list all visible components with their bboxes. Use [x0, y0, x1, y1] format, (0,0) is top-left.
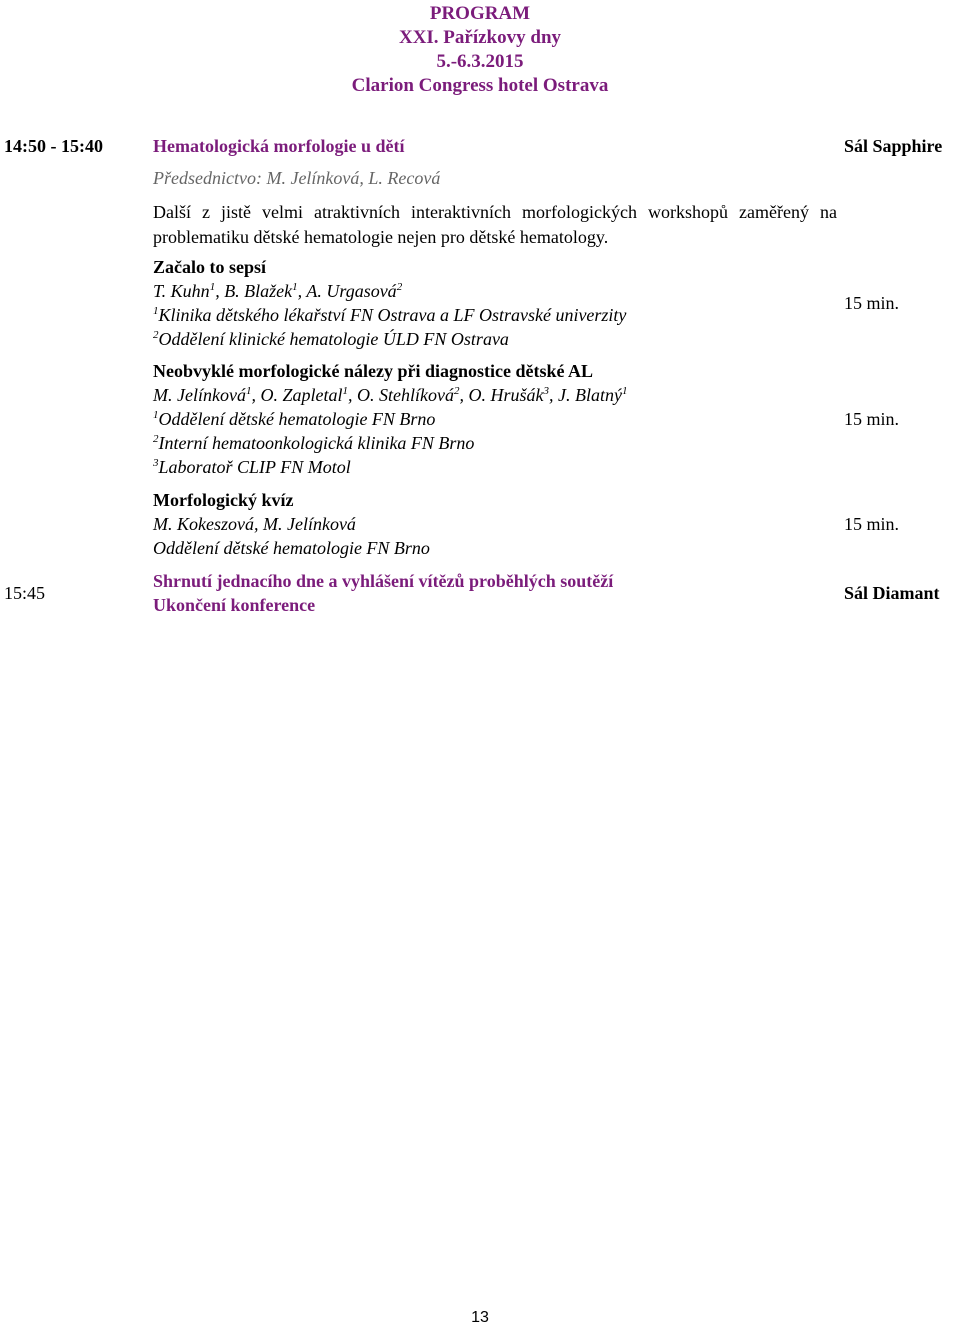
talk3-affiliation: Oddělení dětské hematologie FN Brno: [153, 538, 430, 558]
session1-room: Sál Sapphire: [844, 136, 943, 156]
session1-time: 14:50 - 15:40: [4, 136, 103, 156]
header-venue: Clarion Congress hotel Ostrava: [351, 75, 609, 96]
talk3-authors: M. Kokeszová, M. Jelínková: [153, 514, 356, 534]
talk3-title: Morfologický kvíz: [153, 490, 294, 510]
session2-title: Shrnutí jednacího dne a vyhlášení vítězů proběhlých soutěží: [153, 571, 614, 591]
talk2-affiliation-3: $^3$Laboratoř CLIP FN Motol: [153, 457, 351, 477]
header-event-name: XXI. Pařízkovy dny: [398, 27, 562, 48]
talk1-duration: 15 min.: [844, 293, 900, 313]
session2-time: 15:45: [4, 583, 46, 603]
page-number: 13: [471, 1309, 489, 1326]
talk1-affiliation-2: $^2$Oddělení klinické hematologie ÚLD FN Ostrava: [153, 329, 509, 349]
session1-description: Další z jistě velmi atraktivních interaktivních morfologických workshopů zaměřený na problematiku dětské hematologie nejen pro dětské hematology.: [153, 202, 837, 247]
session1-chairs: Předsednictvo: M. Jelínková, L. Recová: [153, 168, 441, 188]
talk2-title: Neobvyklé morfologické nálezy při diagnostice dětské AL: [153, 361, 593, 381]
talk1-authors: T. Kuhn$^1$, B. Blažek$^1$, A. Urgasová$^2$: [153, 281, 403, 301]
talk2-affiliation-2: $^2$Interní hematoonkologická klinika FN Brno: [153, 433, 475, 453]
program-header: [0, 2, 960, 98]
session2-room: Sál Diamant: [844, 583, 940, 603]
talk2-affiliation-1: $^1$Oddělení dětské hematologie FN Brno: [153, 409, 436, 429]
header-dates: 5.-6.3.2015: [436, 51, 524, 72]
session2-closing: Ukončení konference: [153, 595, 316, 615]
header-program: PROGRAM: [429, 3, 531, 24]
talk2-authors: M. Jelínková$^1$, O. Zapletal$^1$, O. Stehlíková$^2$, O. Hrušák$^3$, J. Blatný$^1$: [153, 385, 628, 405]
talk2-duration: 15 min.: [844, 409, 900, 429]
talk1-affiliation-1: $^1$Klinika dětského lékařství FN Ostrava a LF Ostravské univerzity: [153, 305, 627, 325]
talk1-title: Začalo to sepsí: [153, 257, 267, 277]
session1-title: Hematologická morfologie u dětí: [153, 136, 405, 156]
talk3-duration: 15 min.: [844, 514, 900, 534]
